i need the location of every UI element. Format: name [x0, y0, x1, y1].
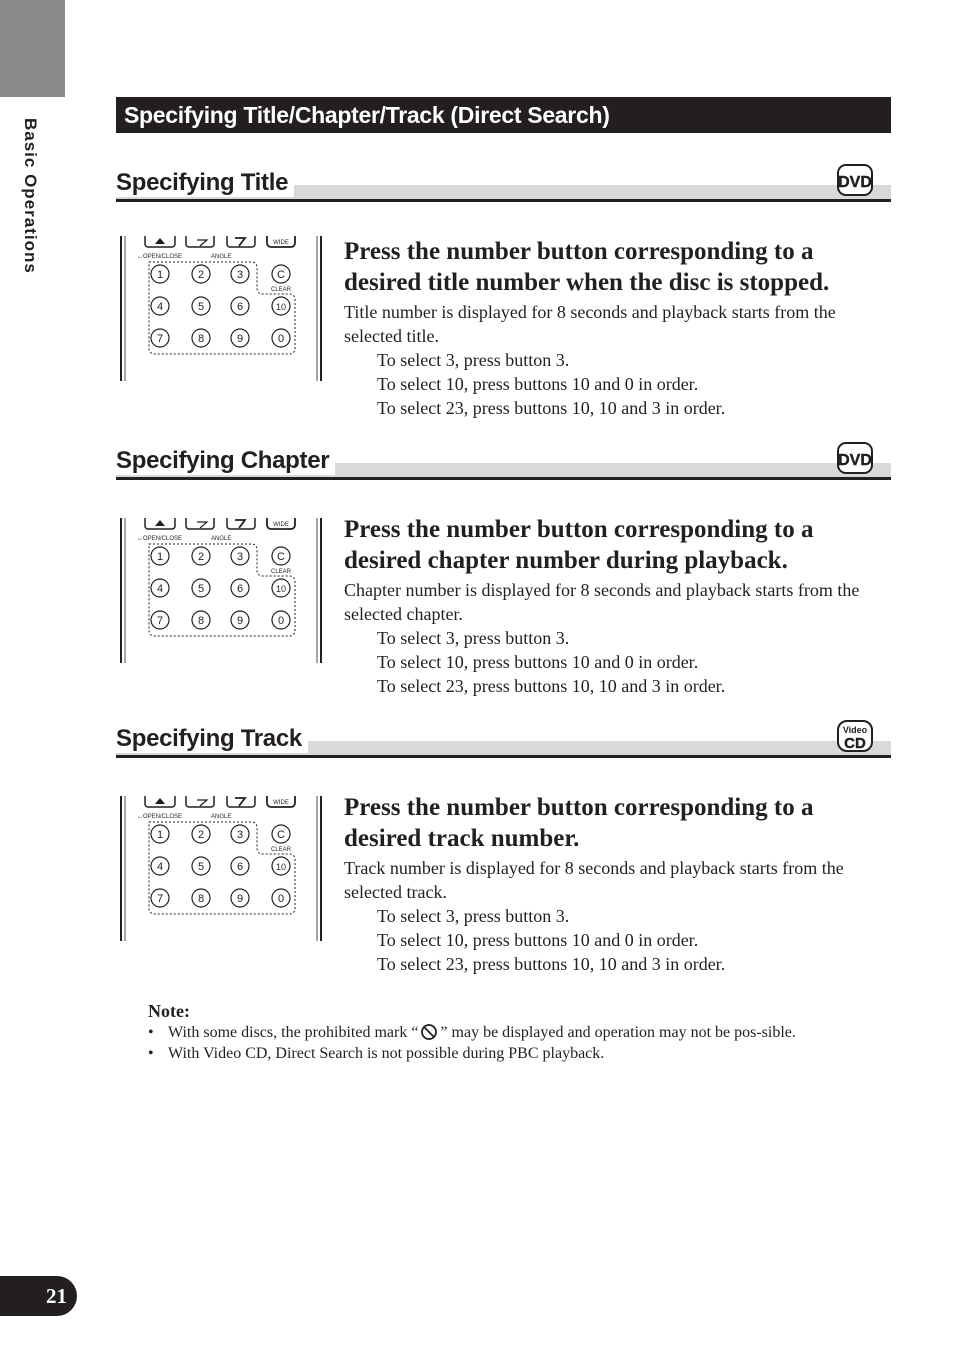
instruction-description: Track number is displayed for 8 seconds and playback starts from the selected track. — [344, 858, 844, 902]
open-close-label: ↔OPEN/CLOSE — [137, 254, 183, 260]
remote-keypad-illustration — [119, 236, 323, 381]
open-close-label: ↔OPEN/CLOSE — [137, 814, 183, 820]
number-key-label: 5 — [197, 583, 205, 595]
angle-label: ANGLE — [211, 814, 232, 820]
number-key-label: 0 — [277, 615, 285, 627]
number-key-label: 10 — [275, 862, 287, 872]
number-key-label: 9 — [236, 615, 244, 627]
number-key-label: 4 — [156, 583, 164, 595]
number-key-label: 9 — [236, 893, 244, 905]
number-key-label: 7 — [156, 333, 164, 345]
svg-text:CD: CD — [844, 735, 866, 752]
number-key-label: 1 — [156, 269, 164, 281]
clear-key-label: C — [277, 551, 285, 563]
number-key-label: 9 — [236, 333, 244, 345]
angle-label: ANGLE — [211, 536, 232, 542]
svg-text:Video: Video — [842, 725, 868, 735]
number-key-label: 8 — [197, 615, 205, 627]
note-item — [148, 1044, 868, 1064]
example-line: To select 10, press buttons 10 and 0 in order. — [377, 652, 699, 672]
number-key-label: 2 — [197, 269, 205, 281]
number-key-label: 3 — [236, 829, 244, 841]
angle-label: ANGLE — [211, 254, 232, 260]
remote-keypad-illustration — [119, 796, 323, 941]
section-heading-text: Specifying Track — [116, 725, 308, 753]
example-line: To select 3, press button 3. — [377, 628, 570, 648]
note-box — [148, 1000, 868, 1064]
example-line: To select 23, press buttons 10, 10 and 3 in order. — [377, 676, 726, 696]
number-key-label: 0 — [277, 333, 285, 345]
section-heading-title — [116, 166, 891, 202]
instruction-block — [344, 514, 890, 698]
page-title: Specifying Title/Chapter/Track (Direct Search) — [116, 97, 891, 133]
clear-label: CLEAR — [270, 569, 292, 575]
side-section-label: Basic Operations — [21, 118, 40, 274]
example-line: To select 3, press button 3. — [377, 906, 570, 926]
section-heading-text: Specifying Chapter — [116, 447, 335, 475]
example-line: To select 23, press buttons 10, 10 and 3 in order. — [377, 398, 726, 418]
number-key-label: 7 — [156, 893, 164, 905]
number-key-label: 4 — [156, 861, 164, 873]
remote-keypad-illustration — [119, 518, 323, 663]
example-line: To select 10, press buttons 10 and 0 in order. — [377, 374, 699, 394]
note-title: Note: — [148, 1001, 190, 1021]
video-cd-logo-icon — [837, 720, 873, 752]
clear-label: CLEAR — [270, 287, 292, 293]
open-close-label: ↔OPEN/CLOSE — [137, 536, 183, 542]
instruction-block — [344, 236, 890, 420]
number-key-label: 1 — [156, 551, 164, 563]
instruction-description: Chapter number is displayed for 8 seconds and playback starts from the selected chapter. — [344, 580, 860, 624]
number-key-label: 6 — [236, 583, 244, 595]
instruction-block — [344, 792, 890, 976]
instruction-lead: Press the number button corresponding to a desired track number. — [344, 794, 814, 852]
number-key-label: 10 — [275, 584, 287, 594]
section-heading-chapter — [116, 444, 891, 480]
clear-key-label: C — [277, 269, 285, 281]
instruction-lead: Press the number button corresponding to a desired chapter number during playback. — [344, 516, 814, 574]
dvd-logo-icon — [837, 164, 873, 196]
svg-text:DVD: DVD — [838, 174, 872, 191]
number-key-label: 6 — [236, 861, 244, 873]
number-key-label: 2 — [197, 551, 205, 563]
number-key-label: 3 — [236, 269, 244, 281]
note-item — [148, 1023, 868, 1043]
wide-label: WIDE — [273, 800, 289, 806]
wide-label: WIDE — [273, 240, 289, 246]
example-line: To select 23, press buttons 10, 10 and 3 in order. — [377, 954, 726, 974]
instruction-description: Title number is displayed for 8 seconds and playback starts from the selected title. — [344, 302, 836, 346]
section-heading-track — [116, 722, 891, 758]
number-key-label: 2 — [197, 829, 205, 841]
clear-key-label: C — [277, 829, 285, 841]
number-key-label: 6 — [236, 301, 244, 313]
bullet: • — [148, 1045, 154, 1062]
number-key-label: 10 — [275, 302, 287, 312]
prohibited-icon — [420, 1023, 438, 1041]
number-key-label: 7 — [156, 615, 164, 627]
clear-label: CLEAR — [270, 847, 292, 853]
number-key-label: 8 — [197, 893, 205, 905]
number-key-label: 0 — [277, 893, 285, 905]
example-line: To select 3, press button 3. — [377, 350, 570, 370]
page-number: 21 — [0, 1276, 77, 1316]
bullet: • — [148, 1024, 154, 1041]
instruction-lead: Press the number button corresponding to a desired title number when the disc is stopped. — [344, 238, 830, 296]
number-key-label: 8 — [197, 333, 205, 345]
section-tab-marker — [0, 0, 65, 97]
section-heading-text: Specifying Title — [116, 169, 294, 197]
number-key-label: 5 — [197, 301, 205, 313]
number-key-label: 4 — [156, 301, 164, 313]
note-text: With some discs, the prohibited mark “ — [168, 1024, 419, 1041]
note-text: ” may be displayed and operation may not be pos-sible. — [440, 1024, 796, 1041]
dvd-logo-icon — [837, 442, 873, 474]
svg-text:DVD: DVD — [838, 452, 872, 469]
wide-label: WIDE — [273, 522, 289, 528]
example-line: To select 10, press buttons 10 and 0 in order. — [377, 930, 699, 950]
number-key-label: 1 — [156, 829, 164, 841]
number-key-label: 3 — [236, 551, 244, 563]
note-text: With Video CD, Direct Search is not possible during PBC playback. — [168, 1045, 605, 1062]
number-key-label: 5 — [197, 861, 205, 873]
